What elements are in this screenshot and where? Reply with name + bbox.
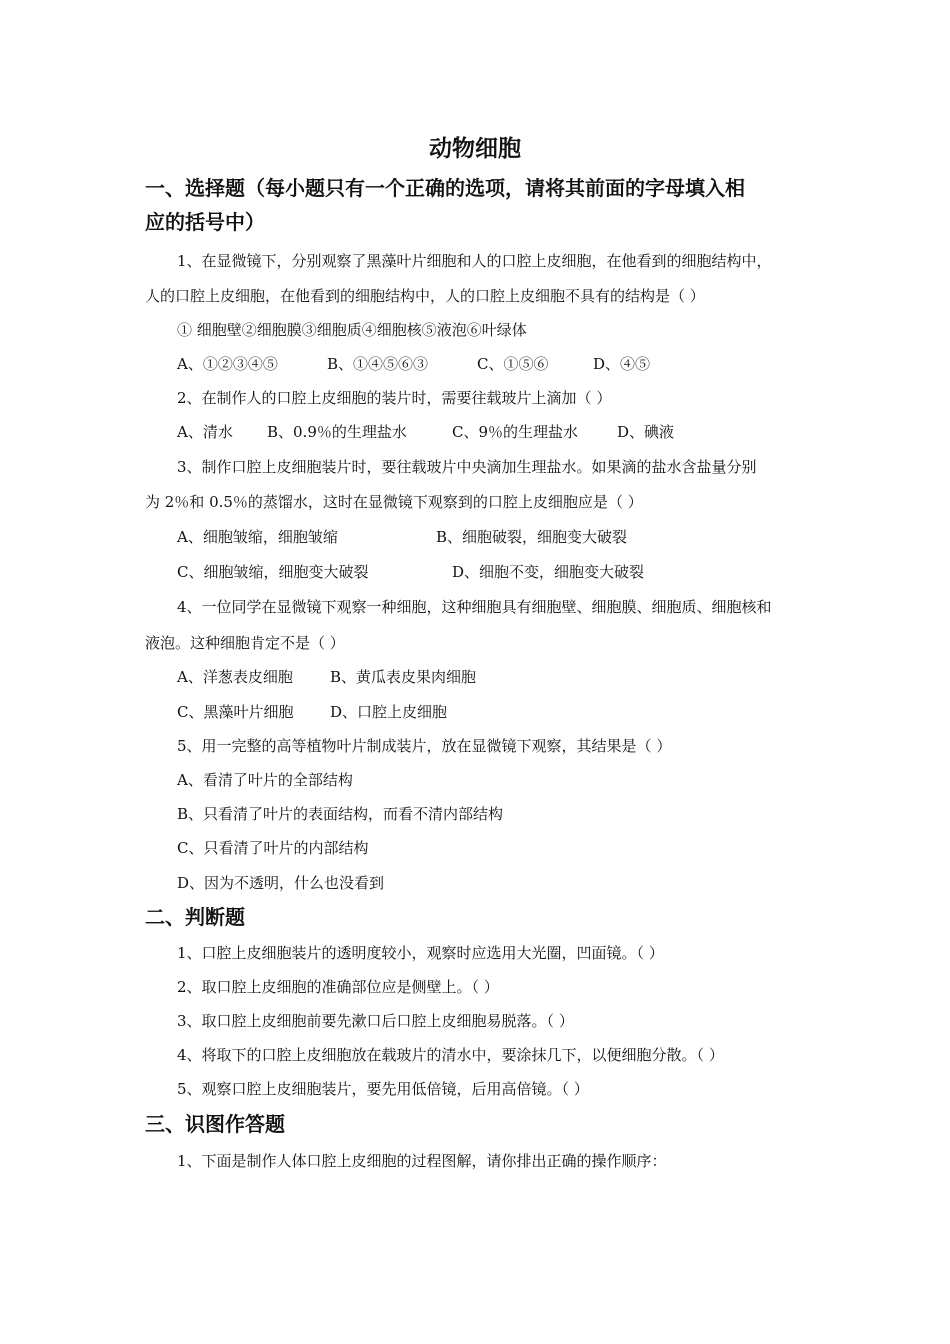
judge-item-4: 4、将取下的口腔上皮细胞放在载玻片的清水中，要涂抹几下，以便细胞分散。（ ） [177, 1046, 724, 1064]
section3-heading: 三、识图作答题 [145, 1112, 285, 1136]
q4-line2: 液泡。这种细胞肯定不是（ ） [145, 634, 345, 652]
q3-option-b: B、细胞破裂，细胞变大破裂 [436, 528, 628, 546]
q1-option-b: B、①④⑤⑥③ [327, 355, 429, 373]
q3-option-d: D、细胞不变，细胞变大破裂 [452, 563, 645, 581]
q3-option-c: C、细胞皱缩，细胞变大破裂 [177, 563, 369, 581]
section1-heading-line2: 应的括号中） [145, 210, 265, 234]
q3-line2: 为 2％和 0.5％的蒸馏水，这时在显微镜下观察到的口腔上皮细胞应是（ ） [145, 493, 643, 511]
q5-option-b: B、只看清了叶片的表面结构，而看不清内部结构 [177, 805, 504, 823]
section2-heading: 二、判断题 [145, 905, 245, 929]
q1-items: ① 细胞壁②细胞膜③细胞质④细胞核⑤液泡⑥叶绿体 [177, 321, 527, 339]
q5-option-d: D、因为不透明，什么也没看到 [177, 874, 385, 892]
q1-option-a: A、①②③④⑤ [177, 355, 278, 373]
q4-option-d: D、口腔上皮细胞 [330, 703, 448, 721]
q1-line2: 人的口腔上皮细胞，在他看到的细胞结构中，人的口腔上皮细胞不具有的结构是（ ） [145, 287, 705, 305]
q5-option-a: A、看清了叶片的全部结构 [177, 771, 353, 789]
judge-item-2: 2、取口腔上皮细胞的准确部位应是侧壁上。（ ） [177, 978, 499, 996]
q5-option-c: C、只看清了叶片的内部结构 [177, 839, 369, 857]
q1-option-c: C、①⑤⑥ [477, 355, 549, 373]
diagram-question-1: 1、下面是制作人体口腔上皮细胞的过程图解，请你排出正确的操作顺序： [177, 1152, 667, 1170]
q2-option-a: A、清水 [177, 423, 233, 441]
q4-option-a: A、洋葱表皮细胞 [177, 668, 293, 686]
q2-option-c: C、9％的生理盐水 [452, 423, 579, 441]
q4-option-b: B、黄瓜表皮果肉细胞 [330, 668, 477, 686]
q2-stem: 2、在制作人的口腔上皮细胞的装片时，需要往载玻片上滴加（ ） [177, 389, 612, 407]
q3-option-a: A、细胞皱缩，细胞皱缩 [177, 528, 338, 546]
judge-item-5: 5、观察口腔上皮细胞装片，要先用低倍镜，后用高倍镜。（ ） [177, 1080, 589, 1098]
judge-item-3: 3、取口腔上皮细胞前要先漱口后口腔上皮细胞易脱落。（ ） [177, 1012, 574, 1030]
q4-option-c: C、黑藻叶片细胞 [177, 703, 294, 721]
q3-line1: 3、制作口腔上皮细胞装片时，要往载玻片中央滴加生理盐水。如果滴的盐水含盐量分别 [177, 458, 757, 476]
q1-option-d: D、④⑤ [593, 355, 651, 373]
section1-heading-line1: 一、选择题（每小题只有一个正确的选项，请将其前面的字母填入相 [145, 176, 745, 200]
page-title: 动物细胞 [429, 136, 521, 162]
judge-item-1: 1、口腔上皮细胞装片的透明度较小，观察时应选用大光圈，凹面镜。（ ） [177, 944, 664, 962]
q4-line1: 4、一位同学在显微镜下观察一种细胞，这种细胞具有细胞壁、细胞膜、细胞质、细胞核和 [177, 598, 772, 616]
q1-line1: 1、在显微镜下，分别观察了黑藻叶片细胞和人的口腔上皮细胞，在他看到的细胞结构中， [177, 252, 772, 270]
q2-option-d: D、碘液 [617, 423, 675, 441]
q2-option-b: B、0.9％的生理盐水 [267, 423, 407, 441]
q5-stem: 5、用一完整的高等植物叶片制成装片，放在显微镜下观察，其结果是（ ） [177, 737, 672, 755]
